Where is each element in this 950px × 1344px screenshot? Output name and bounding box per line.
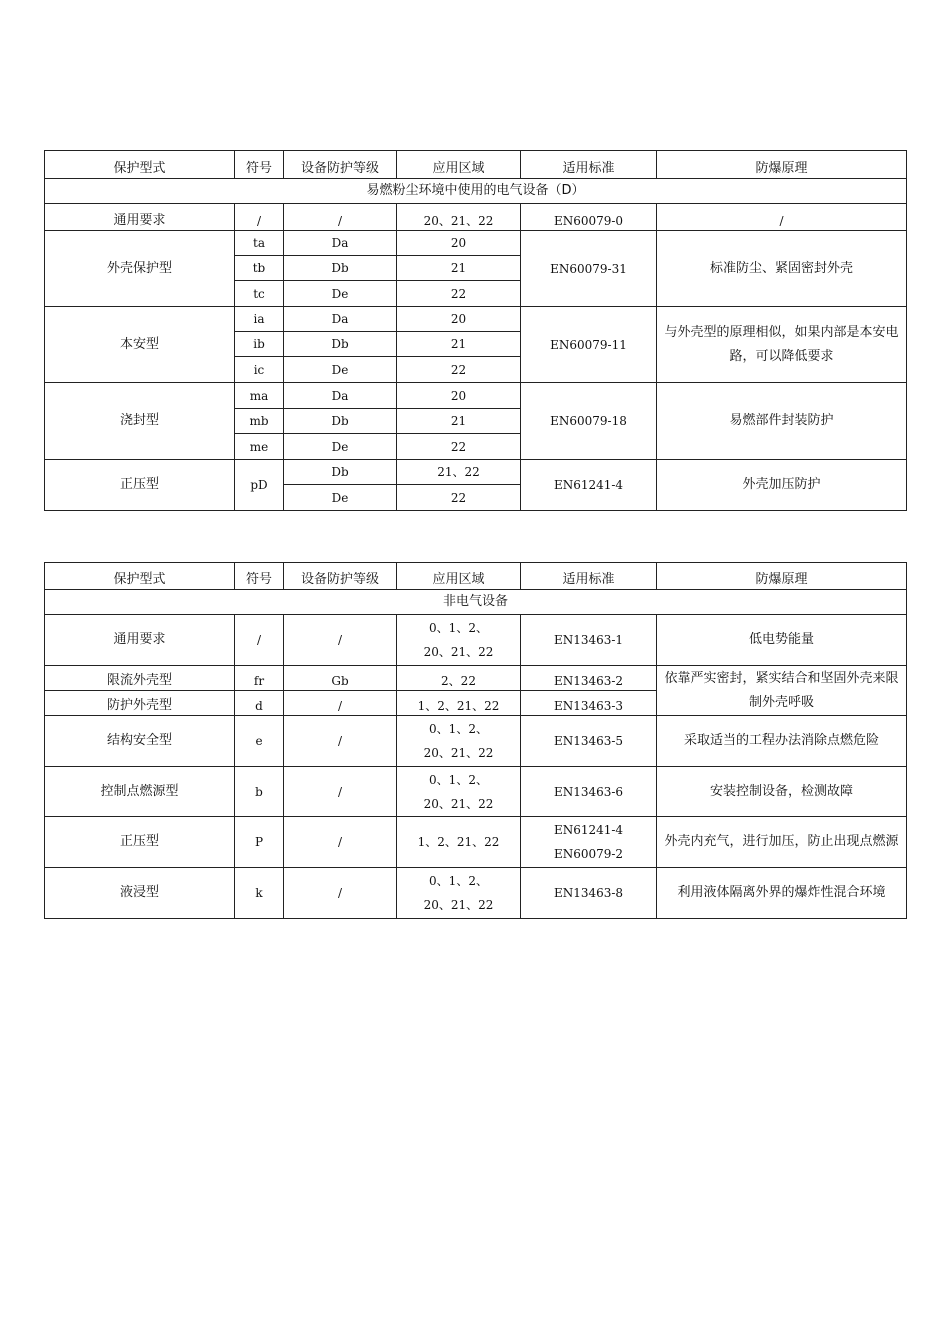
- zone-cell: 22: [397, 485, 521, 511]
- level-cell: De: [284, 281, 397, 307]
- symbol-cell: tc: [235, 281, 284, 307]
- table-row: [45, 231, 907, 256]
- table-header-row: [45, 151, 907, 179]
- zone-cell: 22: [397, 281, 521, 307]
- principle-cell: 安装控制设备，检测故障: [657, 767, 907, 817]
- standard-cell: EN13463-8: [521, 868, 657, 919]
- standard-cell: EN61241-4: [521, 460, 657, 511]
- symbol-cell: ma: [235, 383, 284, 409]
- type-cell: 本安型: [45, 307, 235, 383]
- principle-cell: 外壳内充气，进行加压，防止出现点燃源: [657, 817, 907, 868]
- header-cell: 适用标准: [521, 151, 657, 179]
- non-electrical-equipment-table: [44, 562, 907, 919]
- standard-cell: EN13463-1: [521, 615, 657, 666]
- standard-cell: [521, 817, 657, 868]
- level-cell: /: [284, 691, 397, 716]
- level-cell: Da: [284, 383, 397, 409]
- level-cell: Da: [284, 307, 397, 332]
- section-title: 非电气设备: [45, 590, 907, 615]
- zone-cell: 1、2、21、22: [397, 817, 521, 868]
- principle-cell: 外壳加压防护: [657, 460, 907, 511]
- zone-cell: 20: [397, 307, 521, 332]
- zone-line: 0、1、2、: [429, 722, 488, 736]
- level-cell: /: [284, 767, 397, 817]
- table-row: [45, 666, 907, 691]
- type-cell: 通用要求: [45, 615, 235, 666]
- type-cell: 外壳保护型: [45, 231, 235, 307]
- header-cell: 应用区域: [397, 563, 521, 590]
- table-row: [45, 615, 907, 666]
- zone-cell: 21、22: [397, 460, 521, 485]
- symbol-cell: ib: [235, 332, 284, 357]
- zone-cell: 22: [397, 357, 521, 383]
- principle-cell: 利用液体隔离外界的爆炸性混合环境: [657, 868, 907, 919]
- level-cell: De: [284, 434, 397, 460]
- standard-cell: EN13463-5: [521, 716, 657, 767]
- zone-line: 0、1、2、: [429, 621, 488, 635]
- header-cell: 设备防护等级: [284, 563, 397, 590]
- principle-cell: 低电势能量: [657, 615, 907, 666]
- zone-cell: [397, 868, 521, 919]
- level-cell: Db: [284, 332, 397, 357]
- level-cell: De: [284, 357, 397, 383]
- symbol-cell: e: [235, 716, 284, 767]
- header-cell: 应用区域: [397, 151, 521, 179]
- level-cell: /: [284, 817, 397, 868]
- table-row: [45, 460, 907, 485]
- standard-cell: EN60079-11: [521, 307, 657, 383]
- table-row: [45, 817, 907, 868]
- level-cell: Gb: [284, 666, 397, 691]
- standard-line: EN61241-4: [553, 823, 624, 837]
- zone-cell: [397, 716, 521, 767]
- symbol-cell: me: [235, 434, 284, 460]
- symbol-cell: P: [235, 817, 284, 868]
- type-cell: 控制点燃源型: [45, 767, 235, 817]
- header-cell: 防爆原理: [657, 563, 907, 590]
- zone-cell: 20、21、22: [397, 204, 521, 231]
- zone-cell: 2、22: [397, 666, 521, 691]
- principle-cell: 与外壳型的原理相似，如果内部是本安电路，可以降低要求: [657, 307, 907, 383]
- type-cell: 正压型: [45, 817, 235, 868]
- section-title: 易燃粉尘环境中使用的电气设备（D）: [45, 179, 907, 204]
- header-cell: 防爆原理: [657, 151, 907, 179]
- zone-line: 20、21、22: [423, 898, 494, 912]
- type-cell: 浇封型: [45, 383, 235, 460]
- symbol-cell: ta: [235, 231, 284, 256]
- section-row: [45, 179, 907, 204]
- standard-cell: EN60079-31: [521, 231, 657, 307]
- symbol-cell: fr: [235, 666, 284, 691]
- zone-line: 20、21、22: [423, 746, 494, 760]
- standard-cell: EN13463-2: [521, 666, 657, 691]
- zone-cell: 1、2、21、22: [397, 691, 521, 716]
- symbol-cell: /: [235, 204, 284, 231]
- symbol-cell: k: [235, 868, 284, 919]
- level-cell: /: [284, 615, 397, 666]
- standard-line: EN60079-2: [553, 847, 624, 861]
- type-cell: 通用要求: [45, 204, 235, 231]
- level-cell: De: [284, 485, 397, 511]
- zone-cell: [397, 767, 521, 817]
- zone-cell: 20: [397, 383, 521, 409]
- table-row: [45, 383, 907, 409]
- table-row: [45, 868, 907, 919]
- zone-cell: 21: [397, 409, 521, 434]
- level-cell: Db: [284, 409, 397, 434]
- level-cell: Da: [284, 231, 397, 256]
- zone-line: 20、21、22: [423, 796, 494, 811]
- zone-cell: 22: [397, 434, 521, 460]
- symbol-cell: b: [235, 767, 284, 817]
- type-cell: 限流外壳型: [45, 666, 235, 691]
- table-row: [45, 767, 907, 817]
- table-row: [45, 307, 907, 332]
- zone-line: 20、21、22: [423, 645, 494, 659]
- symbol-cell: tb: [235, 256, 284, 281]
- principle-cell: 采取适当的工程办法消除点燃危险: [657, 716, 907, 767]
- table-header-row: [45, 563, 907, 590]
- zone-line: 0、1、2、: [429, 874, 488, 888]
- header-cell: 设备防护等级: [284, 151, 397, 179]
- type-cell: 液浸型: [45, 868, 235, 919]
- level-cell: Db: [284, 256, 397, 281]
- standard-cell: EN60079-18: [521, 383, 657, 460]
- standard-cell: EN13463-6: [521, 767, 657, 817]
- header-cell: 保护型式: [45, 563, 235, 590]
- zone-cell: [397, 615, 521, 666]
- type-cell: 正压型: [45, 460, 235, 511]
- symbol-cell: ic: [235, 357, 284, 383]
- zone-cell: 21: [397, 256, 521, 281]
- header-cell: 保护型式: [45, 151, 235, 179]
- level-cell: Db: [284, 460, 397, 485]
- table-row: [45, 716, 907, 767]
- type-cell: 防护外壳型: [45, 691, 235, 716]
- type-cell: 结构安全型: [45, 716, 235, 767]
- standard-cell: EN60079-0: [521, 204, 657, 231]
- symbol-cell: pD: [235, 460, 284, 511]
- principle-cell: 易燃部件封装防护: [657, 383, 907, 460]
- symbol-cell: /: [235, 615, 284, 666]
- zone-cell: 21: [397, 332, 521, 357]
- principle-cell: 依靠严实密封，紧实结合和坚固外壳来限制外壳呼吸: [657, 666, 907, 716]
- header-cell: 符号: [235, 563, 284, 590]
- zone-line: 0、1、2、: [429, 772, 488, 787]
- standard-cell: EN13463-3: [521, 691, 657, 716]
- table-row: [45, 204, 907, 231]
- principle-cell: /: [657, 204, 907, 231]
- level-cell: /: [284, 868, 397, 919]
- zone-cell: 20: [397, 231, 521, 256]
- symbol-cell: d: [235, 691, 284, 716]
- section-row: [45, 590, 907, 615]
- header-cell: 适用标准: [521, 563, 657, 590]
- level-cell: /: [284, 204, 397, 231]
- header-cell: 符号: [235, 151, 284, 179]
- dust-equipment-table: [44, 150, 907, 511]
- level-cell: /: [284, 716, 397, 767]
- symbol-cell: ia: [235, 307, 284, 332]
- principle-cell: 标准防尘、紧固密封外壳: [657, 231, 907, 307]
- symbol-cell: mb: [235, 409, 284, 434]
